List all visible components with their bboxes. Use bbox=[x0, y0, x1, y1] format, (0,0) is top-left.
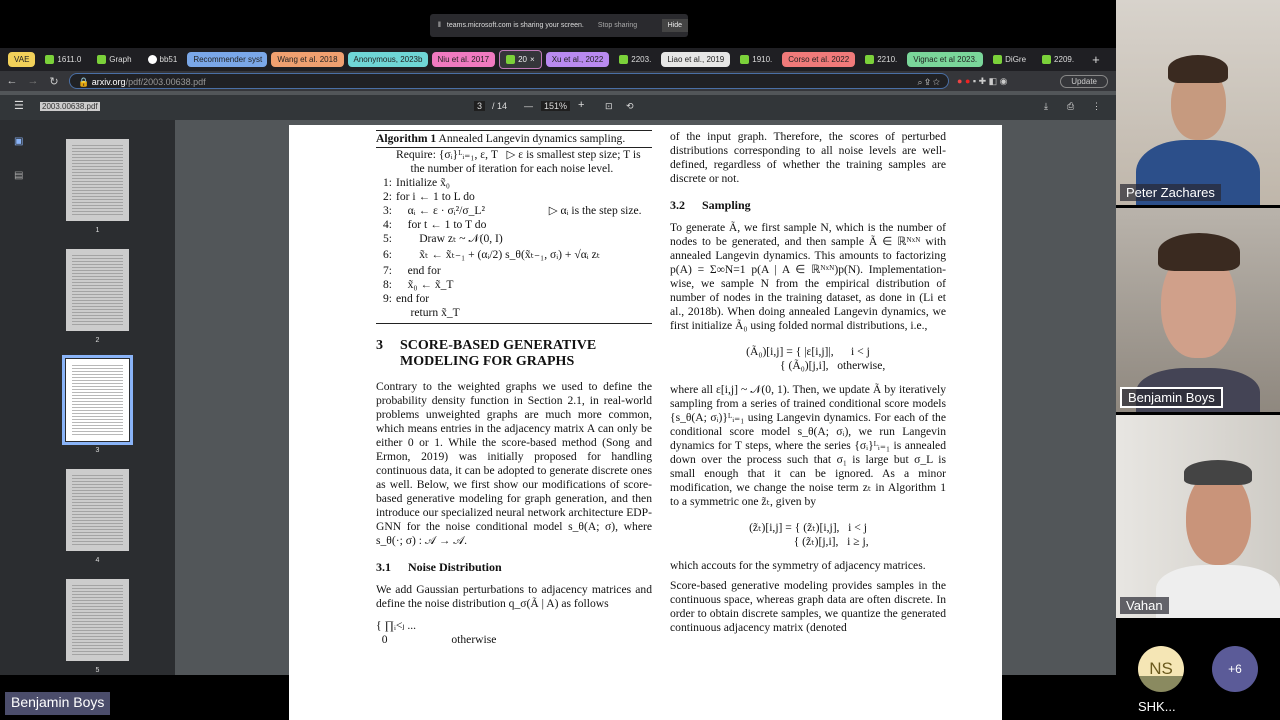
favicon-icon bbox=[1042, 55, 1051, 64]
algorithm-line bbox=[376, 204, 652, 218]
favicon-icon bbox=[45, 55, 54, 64]
tab-label: Corso et al. 2022 bbox=[788, 55, 850, 64]
tab-label: bb51 bbox=[159, 55, 178, 64]
browser-tab[interactable] bbox=[432, 52, 496, 67]
zoom-in-button[interactable]: + bbox=[578, 99, 585, 111]
line-number: 3: bbox=[382, 204, 392, 217]
zoom-level[interactable]: 151% bbox=[541, 101, 570, 111]
menu-icon[interactable]: ☰ bbox=[14, 100, 24, 112]
print-icon[interactable]: ⎙ bbox=[1067, 101, 1075, 111]
browser-tab[interactable] bbox=[39, 52, 87, 67]
outline-view-icon[interactable]: ▤ bbox=[14, 170, 24, 181]
person-body bbox=[1156, 565, 1280, 618]
share-banner-text: teams.microsoft.com is sharing your screen. bbox=[446, 22, 584, 29]
presenter-label: Benjamin Boys bbox=[5, 692, 110, 715]
browser-tab[interactable] bbox=[907, 52, 983, 67]
sampling-paragraph-3: which accouts for the symmetry of adjacency matrices. bbox=[670, 559, 926, 572]
page-thumbnail[interactable] bbox=[66, 359, 129, 441]
page-thumbnail[interactable] bbox=[66, 249, 129, 331]
more-options-icon[interactable]: ⋮ bbox=[1092, 101, 1101, 111]
participant-video-benjamin[interactable] bbox=[1116, 208, 1280, 412]
participant-name: Vahan bbox=[1120, 597, 1169, 614]
line-text: Initialize x̃₀ bbox=[396, 176, 450, 189]
noise-equation: { ∏ᵢ<ⱼ ... 0 otherwise bbox=[376, 619, 497, 646]
algorithm-title bbox=[376, 130, 652, 148]
browser-tab[interactable] bbox=[142, 52, 184, 67]
algorithm-line bbox=[376, 246, 652, 264]
tab-label: Wang et al. 2018 bbox=[277, 55, 338, 64]
section-number: 3.1 bbox=[376, 560, 391, 574]
participant-avatar[interactable]: NS bbox=[1138, 646, 1184, 692]
browser-tab[interactable] bbox=[734, 52, 778, 67]
pdf-page bbox=[289, 125, 1002, 720]
algorithm-label: Algorithm 1 bbox=[376, 132, 437, 145]
participant-video-vahan[interactable] bbox=[1116, 415, 1280, 618]
page-total: / 14 bbox=[492, 101, 508, 111]
github-icon bbox=[148, 55, 157, 64]
back-icon[interactable]: ← bbox=[6, 75, 18, 87]
address-bar-row bbox=[0, 71, 1116, 91]
browser-tab[interactable] bbox=[1036, 52, 1080, 67]
tab-label: 20 bbox=[518, 55, 528, 64]
browser-tab[interactable] bbox=[348, 52, 428, 67]
page-number-input[interactable]: 3 bbox=[474, 101, 485, 111]
thumbnail-page-number: 4 bbox=[95, 557, 100, 564]
url-path: /pdf/2003.00638.pdf bbox=[125, 77, 206, 87]
line-number bbox=[376, 148, 396, 162]
line-number bbox=[376, 162, 396, 176]
section-title: Noise Distribution bbox=[408, 560, 502, 574]
reload-icon[interactable]: ↻ bbox=[49, 75, 59, 88]
section-3-paragraph: Contrary to the weighted graphs we used to define the probability density function in Section 2.1, in real-world problems unweighted graphs are much more common, which means entries in the adjacency matrix A can only be either 0 or 1. While the score-based method (Song and Ermon, 2019) was initially proposed for handling continuous data, it can be adopted to generate discrete ones as well. Below, we first show our modifications of score-based generative modeling for graph generation, and then introduce our specialized neural network architecture EDP-GNN for the noise conditional model s_θ(A; σ), where s_θ(·; σ) : 𝒜 → 𝒜. bbox=[376, 380, 652, 547]
pause-icon: ‖ bbox=[438, 22, 441, 29]
thumbnail-page-number: 2 bbox=[95, 337, 100, 344]
tab-label: 1910. bbox=[752, 55, 773, 64]
line-text: x̃ₜ ← x̃ₜ₋₁ + (αᵢ/2) s_θ(x̃ₜ₋₁, σᵢ) + √αᵢ zₜ bbox=[396, 248, 601, 261]
line-text: αᵢ ← ε · σᵢ²/σ_L² ▷ αᵢ is the step size. bbox=[396, 204, 642, 217]
section-3-1-paragraph: We add Gaussian perturbations to adjacency matrices and define the noise distribution q_σ(Ã | A) as follows bbox=[376, 583, 652, 610]
favicon-icon bbox=[619, 55, 628, 64]
browser-tab[interactable] bbox=[859, 52, 903, 67]
algorithm-line bbox=[376, 278, 652, 292]
tab-label: Liao et al., 2019 bbox=[667, 55, 725, 64]
participant-name: Benjamin Boys bbox=[1120, 387, 1223, 408]
browser-tab[interactable] bbox=[987, 52, 1032, 67]
tab-label: Xu et al., 2022 bbox=[551, 55, 604, 64]
algorithm-line bbox=[376, 218, 652, 232]
avatar-name: SHK... bbox=[1138, 699, 1176, 714]
algorithm-caption: Annealed Langevin dynamics sampling. bbox=[438, 132, 626, 145]
page-thumbnail[interactable] bbox=[66, 579, 129, 661]
line-text: x̃₀ ← x̃_T bbox=[396, 278, 454, 291]
line-number: 7: bbox=[382, 264, 392, 277]
line-number: 2: bbox=[382, 190, 392, 203]
browser-tab[interactable] bbox=[499, 50, 542, 69]
section-number: 3.2 bbox=[670, 198, 685, 212]
browser-tab[interactable] bbox=[546, 52, 610, 67]
init-equation: (Ã₀)[i,j] = { |ε[i,j]|, i < j { (Ã₀)[j,i], otherwise, bbox=[746, 345, 886, 372]
tab-label: DiGre bbox=[1005, 55, 1027, 64]
section-title: Sampling bbox=[702, 198, 751, 212]
person-hair bbox=[1184, 460, 1252, 485]
section-title: SCORE-BASED GENERATIVE MODELING FOR GRAPHS bbox=[400, 338, 597, 369]
browser-tab[interactable] bbox=[613, 52, 657, 67]
thumbnail-content bbox=[72, 585, 123, 655]
url-domain: arxiv.org bbox=[91, 77, 126, 87]
thumbnail-page-number: 3 bbox=[95, 447, 100, 454]
zoom-out-button[interactable]: — bbox=[524, 101, 533, 111]
favicon-icon bbox=[97, 55, 106, 64]
algorithm-line bbox=[376, 176, 652, 190]
screen-share-banner bbox=[430, 14, 688, 37]
new-tab-button[interactable]: + bbox=[1092, 52, 1100, 67]
noise-term-equation: (z̃ₜ)[i,j] = { (z̃ₜ)[i,j], i < j { (z̃ₜ)[j,i], i ≥ j, bbox=[749, 521, 869, 548]
line-number: 6: bbox=[382, 248, 392, 261]
update-button[interactable]: Update bbox=[1060, 75, 1108, 88]
zoom-share-star-icons[interactable]: ⌕ ⇪ ☆ bbox=[917, 77, 940, 87]
line-text: Draw zₜ ~ 𝒩(0, I) bbox=[396, 232, 503, 245]
algorithm-line bbox=[376, 232, 652, 246]
line-number: 5: bbox=[382, 232, 392, 245]
participant-name: Peter Zachares bbox=[1120, 184, 1221, 201]
tab-strip bbox=[0, 48, 1116, 71]
algorithm-body bbox=[376, 148, 652, 320]
line-number: 4: bbox=[382, 218, 392, 231]
algorithm-line bbox=[376, 148, 652, 162]
browser-tab[interactable] bbox=[187, 52, 267, 67]
line-text: for t ← 1 to T do bbox=[396, 218, 487, 231]
thumbnail-content bbox=[72, 255, 123, 325]
thumbnail-content bbox=[72, 475, 123, 545]
page-thumbnail[interactable] bbox=[66, 139, 129, 221]
line-text: the number of iteration for each noise level. bbox=[396, 162, 614, 175]
page-thumbnail[interactable] bbox=[66, 469, 129, 551]
participant-video-peter[interactable] bbox=[1116, 0, 1280, 205]
section-3-heading bbox=[376, 338, 652, 370]
left-column bbox=[376, 130, 652, 647]
tab-label: Recommender syst bbox=[193, 55, 263, 64]
line-number bbox=[376, 306, 396, 320]
thumbnail-page-number: 1 bbox=[95, 227, 100, 234]
line-number: 8: bbox=[382, 278, 392, 291]
browser-tab[interactable] bbox=[661, 52, 730, 67]
tab-label: 2210. bbox=[877, 55, 898, 64]
algorithm-line bbox=[376, 306, 652, 320]
right-column bbox=[670, 130, 946, 635]
tab-label: 2203. bbox=[631, 55, 652, 64]
sampling-paragraph-1: To generate Ã, we first sample N, which is the number of nodes to be generated, and then sample Ã ∈ ℝᴺˣᴺ with annealed Langevin dynamics. This amounts to factorizing p(A) = Σ∞N=1 p(A | A ∈ ℝᴺˣᴺ)p(N). Implementation-wise, we sample N from the empirical distribution of number of nodes in the training dataset, as done in (Li et al., 2018b). When doing annealed Langevin dynamics, we first initialize Ã₀ using folded normal distributions, i.e., bbox=[670, 221, 946, 332]
browser-tab[interactable] bbox=[91, 52, 137, 67]
browser-window bbox=[0, 48, 1116, 675]
line-number: 9: bbox=[382, 292, 392, 305]
url-input[interactable]: 🔒 arxiv.org/pdf/2003.00638.pdf ⌕ ⇪ ☆ bbox=[69, 73, 949, 89]
line-text: return x̃_T bbox=[396, 306, 460, 319]
tab-label: Graph bbox=[109, 55, 132, 64]
person-hair bbox=[1168, 55, 1228, 83]
favicon-icon bbox=[740, 55, 749, 64]
sampling-paragraph-2: where all ε[i,j] ~ 𝒩(0, 1). Then, we update Ã by iteratively sampling from a series of trained conditional score models {s_θ(A; σᵢ)}ᴸᵢ₌₁ using Langevin dynamics. For each of the conditional score model s_θ(A; σᵢ), we run Langevin dynamics for T steps, where the series {σᵢ}ᴸᵢ₌₁ is annealed down over the process such that σ₁ is large but σ_L is small enough that it can be ignored. As a minor modification, we change the noise term zₜ in Algorithm 1 to a symmetric one z̃ₜ, given by bbox=[670, 383, 946, 508]
tab-label: Vignac et al 2023. bbox=[913, 55, 978, 64]
thumbnail-content bbox=[72, 365, 123, 435]
intro-paragraph: of the input graph. Therefore, the scores of perturbed distributions corresponding to all noise levels are well-defined, regardless of whether the training samples are discrete or not. bbox=[670, 130, 946, 185]
tab-label: 1611.0 bbox=[57, 55, 82, 64]
pdf-filename: 2003.00638.pdf bbox=[42, 102, 98, 111]
sampling-paragraph-4: Score-based generative modeling provides samples in the continuous space, whereas graph data are often discrete. In order to obtain discrete samples, we quantize the generated continuous adjacency matrix (denoted bbox=[670, 579, 946, 634]
line-text: Require: {σᵢ}ᴸᵢ₌₁, ε, T ▷ ε is smallest step size; T is bbox=[396, 148, 641, 161]
download-icon[interactable]: ⤓ bbox=[1044, 101, 1048, 111]
tab-label: Anonymous, 2023b bbox=[353, 55, 423, 64]
browser-tab[interactable] bbox=[271, 52, 343, 67]
line-text: end for bbox=[396, 292, 430, 305]
favicon-icon bbox=[993, 55, 1002, 64]
line-number: 1: bbox=[382, 176, 392, 189]
tab-label: 2209. bbox=[1054, 55, 1075, 64]
line-text: end for bbox=[396, 264, 441, 277]
algorithm-rule bbox=[376, 320, 652, 324]
tab-label: VAE bbox=[14, 55, 30, 64]
more-participants-button[interactable]: +6 bbox=[1212, 646, 1258, 692]
section-number: 3 bbox=[376, 338, 383, 353]
section-3-2-heading bbox=[670, 198, 946, 213]
rotate-icon[interactable]: ⟲ bbox=[626, 101, 634, 111]
favicon-icon bbox=[865, 55, 874, 64]
forward-icon[interactable]: → bbox=[27, 75, 39, 87]
algorithm-line bbox=[376, 162, 652, 176]
thumbnail-content bbox=[72, 145, 123, 215]
algorithm-line bbox=[376, 190, 652, 204]
fit-page-icon[interactable]: ⊡ bbox=[605, 101, 613, 111]
browser-tab[interactable] bbox=[782, 52, 855, 67]
person-hair bbox=[1158, 233, 1240, 271]
line-text: for i ← 1 to L do bbox=[396, 190, 475, 203]
algorithm-line bbox=[376, 292, 652, 306]
thumbnail-sidebar bbox=[0, 120, 175, 675]
thumbnail-page-number: 5 bbox=[95, 667, 100, 674]
hide-button[interactable]: Hide bbox=[662, 19, 688, 32]
thumbnails-view-icon[interactable]: ▣ bbox=[14, 136, 24, 147]
browser-tab[interactable] bbox=[8, 52, 35, 67]
algorithm-line bbox=[376, 264, 652, 278]
tab-label: Niu et al. 2017 bbox=[437, 55, 490, 64]
section-3-1-heading bbox=[376, 560, 652, 575]
pdf-toolbar bbox=[0, 95, 1116, 120]
close-tab-icon[interactable]: × bbox=[530, 55, 535, 64]
extension-icons[interactable]: ● ● ▪ ✚ ◧ ◉ bbox=[957, 75, 1008, 86]
favicon-icon bbox=[506, 55, 515, 64]
stop-sharing-button[interactable]: Stop sharing bbox=[597, 22, 638, 29]
